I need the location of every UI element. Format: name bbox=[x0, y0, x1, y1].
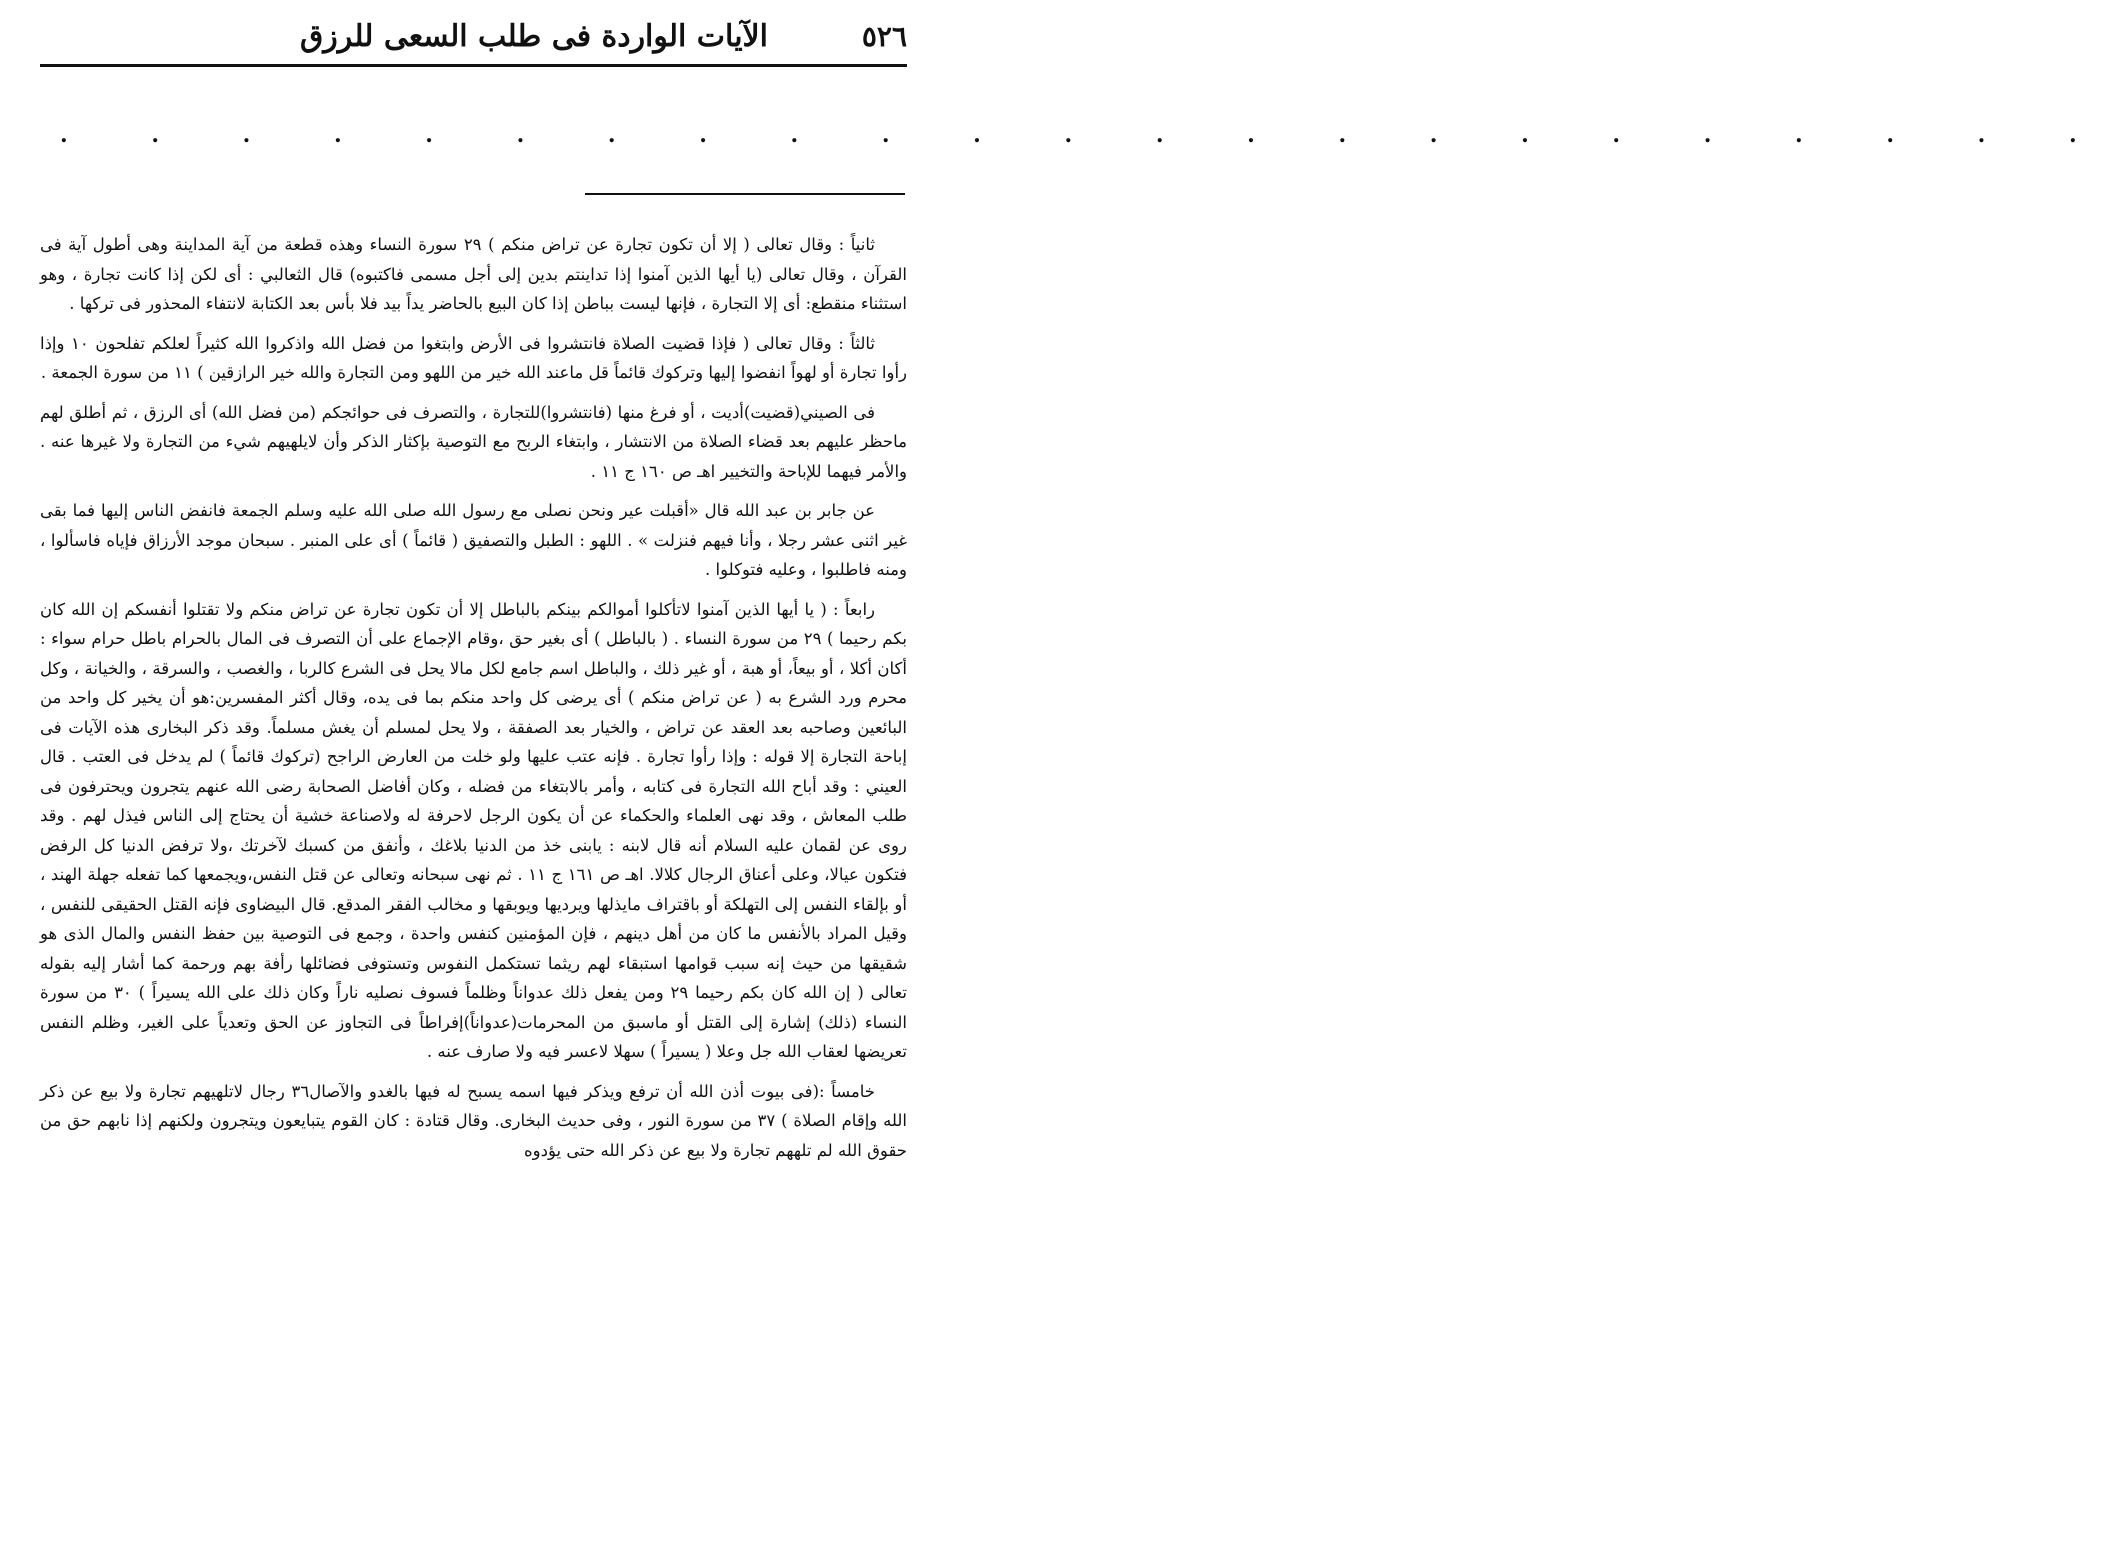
page-number: ٥٢٦ bbox=[861, 19, 907, 53]
page-body bbox=[40, 230, 907, 1562]
omission-dots: . . . . . . . . . . . . . . . . . . . . . . . bbox=[60, 122, 2115, 148]
paragraph-hadith: عن جابر بن عبد الله قال «أقبلت عير ونحن نصلى مع رسول الله صلى الله عليه وسلم الجمعة فانفض الناس إليها فما بقى غير اثنى عشر رجلا ، وأنا فيهم فنزلت » . اللهو : الطبل والتصفيق ( قائماً ) أى على المنبر . سبحان موجد الأرزاق فإياه فاسألوا ، ومنه فاطلبوا ، وعليه فتوكلوا . bbox=[40, 501, 907, 579]
section-divider bbox=[585, 193, 905, 195]
paragraph-third: ثالثاً : وقال تعالى ( فإذا قضيت الصلاة فانتشروا فى الأرض وابتغوا من فضل الله واذكروا الله كثيراً لعلكم تفلحون ١٠ وإذا رأوا تجارة أو لهواً انفضوا إليها وتركوك قائماً قل ماعند الله خير من اللهو ومن التجارة والله خير الرازقين ) ١١ من سورة الجمعة . bbox=[40, 333, 907, 382]
paragraph-second: ثانياً : وقال تعالى ( إلا أن تكون تجارة عن تراض منكم ) ٢٩ سورة النساء وهذه قطعة من آية المداينة وهى أطول آية فى القرآن ، وقال تعالى (يا أيها الذين آمنوا إذا تداينتم بدين إلى أجل مسمى فاكتبوه) قال الثعالبي : أى لكن إذا كانت تجارة ، وهو استثناء منقطع: أى إلا التجارة ، فإنها ليست بباطن إذا كان البيع بالحاضر يداً بيد فلا بأس بعد الكتابة لانتفاء المحذور فى تركها . bbox=[40, 235, 907, 313]
header-rule bbox=[40, 64, 907, 67]
running-title: الآيات الواردة فى طلب السعى للرزق bbox=[300, 18, 768, 54]
paragraph-fifth: خامساً :(فى بيوت أذن الله أن ترفع ويذكر فيها اسمه يسبح له فيها بالغدو والآصال٣٦ رجال لاتلهيهم تجارة ولا بيع عن ذكر الله وإقام الصلاة ) ٣٧ من سورة النور ، وفى حديث البخارى. وقال قتادة : كان القوم يتبايعون ويتجرون ولكنهم إذا نابهم حق من حقوق الله لم تلههم تجارة ولا بيع عن ذكر الله حتى يؤدوه bbox=[40, 1081, 907, 1160]
paragraph-fourth: رابعاً : ( يا أيها الذين آمنوا لاتأكلوا أموالكم بينكم بالباطل إلا أن تكون تجارة عن تراض منكم ولا تقتلوا أنفسكم إن الله كان بكم رحيما ) ٢٩ من سورة النساء . ( بالباطل ) أى بغير حق ،وقام الإجماع على أن التصرف فى المال بالحرام باطل حرام سواء : أكان أكلا ، أو بيعاً، أو هبة ، أو غير ذلك ، والباطل اسم جامع لكل مالا يحل فى الشرع كالربا ، والغصب ، والسرقة ، والخيانة ، وكل محرم ورد الشرع به ( عن تراض منكم ) أى يرضى كل واحد منكم بما فى يده، وقال أكثر المفسرين:هو أن يخير كل واحد من البائعين وصاحبه بعد العقد عن تراض ، والخيار بعد الصفقة ، ولا يحل لمسلم أن يغش مسلماً. وقد ذكر البخارى هذه الآيات فى إباحة التجارة إلا قوله : وإذا رأوا تجارة . فإنه عتب عليها ولو خلت من العارض الراجح (تركوك قائماً ) لم يدخل فى العتب . قال العيني : وقد أباح الله التجارة فى كتابه ، وأمر بالابتغاء من فضله ، وكان أفاضل الصحابة رضى الله عنهم يتجرون ويحترفون فى طلب المعاش ، وقد نهى العلماء والحكماء عن أن يكون الرجل لاحرفة له ولاصناعة خشية أن يحتاج إلى الناس فيذل لهم . وقد روى عن لقمان عليه السلام أنه قال لابنه : يابنى خذ من الدنيا بلاغك ، وأنفق من كسبك لآخرتك ،ولا ترفض الدنيا كل الرفض فتكون عيالا، وعلى أعناق الرجال كلالا. اهـ ص ١٦١ ج ١١ . ثم نهى سبحانه وتعالى عن قتل النفس،ويجمعها كما تفعله جهلة الهند ، أو بإلقاء النفس إلى التهلكة أو باقتراف مايذلها ويرديها ويوبقها و مخالب الفقر المدقع. قال البيضاوى فإنه القتل الحقيقى للنفس ، وقيل المراد بالأنفس ما كان من أهل دينهم ، فإن المؤمنين كنفس واحدة ، وجمع فى التوصية بين حفظ النفس والمال الذى هو شقيقها من حيث إنه سبب قوامها استبقاء لهم ريثما تستكمل النفوس وتستوفى فضائلها رأفة بهم ورحمة كما أشار إليه بقوله تعالى ( إن الله كان بكم رحيما ٢٩ ومن يفعل ذلك عدواناً وظلماً فسوف نصليه ناراً وكان ذلك على الله يسيراً ) ٣٠ من سورة النساء (ذلك) إشارة إلى القتل أو ماسبق من المحرمات(عدواناً)إفراطاً فى التجاوز عن الحق وتعدياً على الغير، وظلم النفس تعريضها لعقاب الله جل وعلا ( يسيراً ) سهلا لاعسر فيه ولا صارف عنه . bbox=[40, 599, 908, 1061]
paragraph-commentary-1: فى الصيني(قضيت)أديت ، أو فرغ منها (فانتشروا)للتجارة ، والتصرف فى حوائجكم (من فضل الله) أى الرزق ، ثم أطلق لهم ماحظر عليهم بعد قضاء الصلاة من الانتشار ، وابتغاء الربح مع التوصية بإكثار الذكر وأن لايلهيهم شيء من التجارة ولا غيرها عنه . والأمر فيهما للإباحة والتخيير اهـ ص ١٦٠ ج ١١ . bbox=[40, 402, 907, 481]
page-header bbox=[40, 10, 907, 62]
